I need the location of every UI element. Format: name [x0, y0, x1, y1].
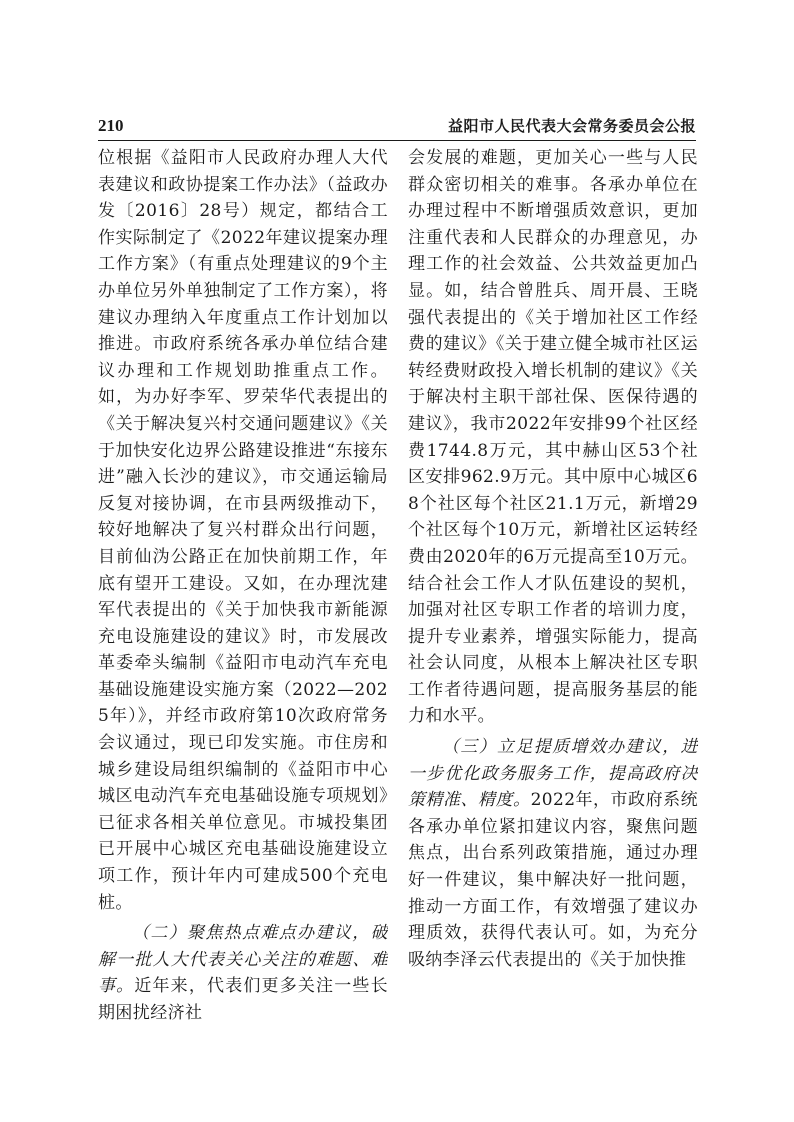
right-paragraph-1: 会发展的难题，更加关心一些与人民群众密切相关的难事。各承办单位在办理过程中不断增强质效意识，更加注重代表和人民群众的办理意见，办理工作的社会效益、公共效益更加凸显。如，结合曾胜兵、周开晨、王晓强代表提出的《关于增加社区工作经费的建议》《关于建立健全城市社区运转经费财政投入增长机制的建议》《关于解决村主职干部社保、医保待遇的建议》，我市2022年安排99个社区经费1744.8万元，其中赫山区53个社区安排962.9万元。其中原中心城区68个社区每个社区21.1万元，新增29个社区每个10万元，新增社区运转经费由2020年的6万元提高至10万元。结合社会工作人才队伍建设的契机，加强对社区专职工作者的培训力度，提升专业素养，增强实际能力，提高社会认同度，从根本上解决社区专职工作者待遇问题，提高服务基层的能力和水平。 — [408, 148, 698, 727]
left-paragraph-1: 位根据《益阳市人民政府办理人大代表建议和政协提案工作办法》（益政办发〔2016〕28号）规定，都结合工作实际制定了《2022年建议提案办理工作方案》（有重点处理建议的9个主办单位另外单独制定了工作方案），将建议办理纳入年度重点工作计划加以推进。市政府系统各承办单位结合建议办理和工作规划助推重点工作。如，为办好李军、罗荣华代表提出的《关于解决复兴村交通问题建议》《关于加快安化边界公路建设推进“东接东进”融入长沙的建议》，市交通运输局反复对接协调，在市县两级推动下，较好地解决了复兴村群众出行问题，目前仙沩公路正在加快前期工作，年底有望开工建设。又如，在办理沈建军代表提出的《关于加快我市新能源充电设施建设的建议》时，市发展改革委牵头编制《益阳市电动汽车充电基础设施建设实施方案（2022—2025年）》，并经市政府第10次政府常务会议通过，现已印发实施。市住房和城乡建设局组织编制的《益阳市中心城区电动汽车充电基础设施专项规划》已征求各相关单位意见。市城投集团已开展中心城区充电基础设施建设立项工作，预计年内可建成500个充电桩。 — [98, 148, 388, 913]
left-column — [98, 145, 388, 1055]
left-paragraph-2-body: 近年来，代表们更多关注一些长期困扰经济社 — [98, 976, 388, 1023]
page-header — [98, 114, 696, 138]
header-rule — [98, 140, 696, 141]
right-column — [408, 145, 698, 1055]
right-paragraph-2 — [408, 734, 698, 973]
journal-title: 益阳市人民代表大会常务委员会公报 — [447, 117, 696, 135]
right-paragraph-2-body: 2022年，市政府系统各承办单位紧扣建议内容，聚焦问题焦点，出台系列政策措施，通过办理好一件建议，集中解决好一批问题，推动一方面工作，有效增强了建议办理质效，获得代表认可。如，为充分吸纳李泽云代表提出的《关于加快推 — [408, 790, 698, 970]
section-heading-2: （二）聚焦热点难点办建议，破解一批人大代表关心关注的难题、难事。 — [98, 923, 388, 997]
left-paragraph-2 — [98, 920, 388, 1026]
section-heading-3: （三）立足提质增效办建议，进一步优化政务服务工作，提高政府决策精准、精度。 — [408, 737, 698, 811]
page-number: 210 — [98, 116, 124, 135]
